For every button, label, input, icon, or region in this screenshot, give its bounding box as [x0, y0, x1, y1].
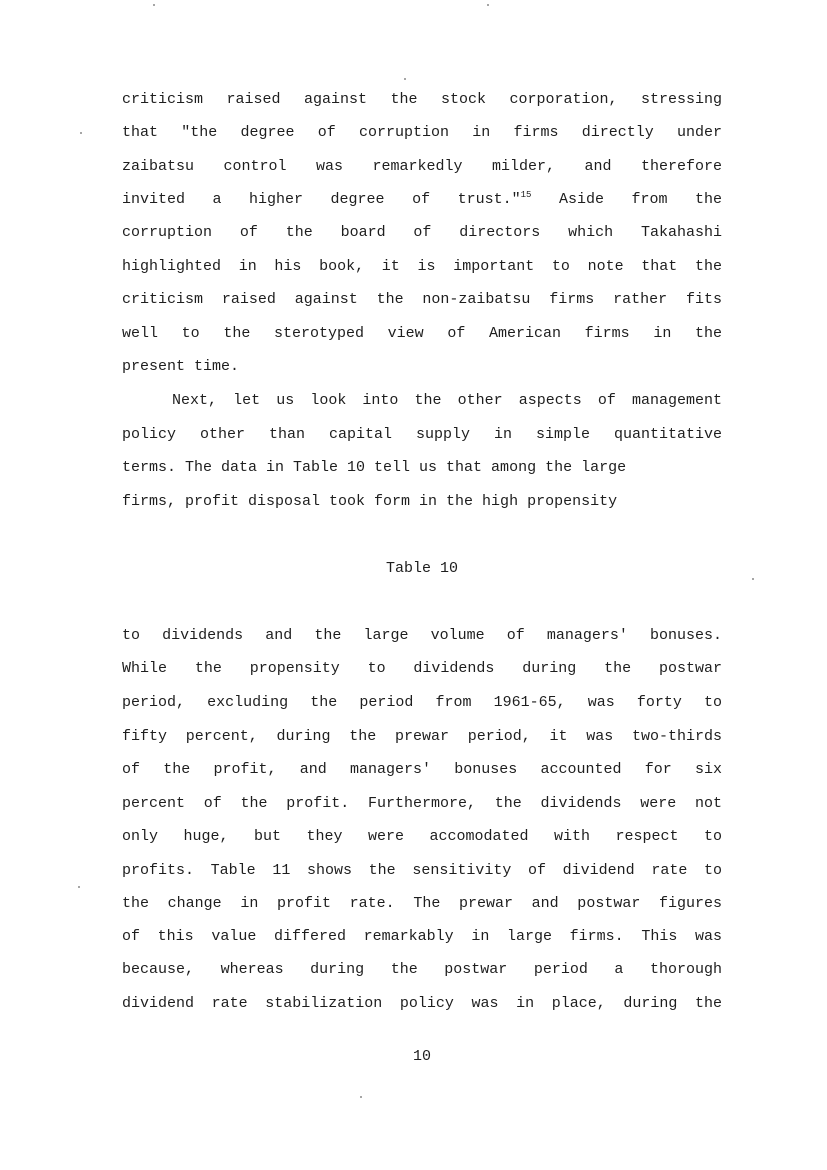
- scan-speck: [752, 578, 754, 580]
- text-line: firms, profit disposal took form in the high propensity: [122, 493, 618, 510]
- scan-speck: [153, 4, 155, 6]
- footnote-marker: 15: [520, 190, 532, 200]
- text-line: criticism raised against the stock corporation, stressing: [122, 91, 722, 108]
- text-line: profits. Table 11 shows the sensitivity of dividend rate to: [122, 862, 722, 879]
- text-line: terms. The data in Table 10 tell us that among the large: [122, 459, 627, 476]
- text-line: period, excluding the period from 1961-65, was forty to: [122, 694, 722, 711]
- scan-speck: [360, 1096, 362, 1098]
- text-line: that "the degree of corruption in firms directly under: [122, 124, 722, 141]
- text-line: highlighted in his book, it is important to note that the: [122, 258, 722, 275]
- text-line: present time.: [122, 358, 240, 375]
- text-line-with-footnote: invited a higher degree of trust."$^{15}$ Aside from the: [122, 190, 722, 208]
- page-number: 10: [412, 1048, 431, 1065]
- table-caption: Table 10: [385, 560, 458, 577]
- text-line: dividend rate stabilization policy was in place, during the: [122, 995, 722, 1012]
- text-line: percent of the profit. Furthermore, the dividends were not: [122, 795, 722, 812]
- text-line: Next, let us look into the other aspects of management: [172, 392, 722, 409]
- text-line: criticism raised against the non-zaibatsu firms rather fits: [122, 291, 722, 308]
- scan-speck: [487, 4, 489, 6]
- text-line: corruption of the board of directors which Takahashi: [122, 224, 722, 241]
- text-line: policy other than capital supply in simple quantitative: [122, 426, 722, 443]
- text-line: of this value differed remarkably in large firms. This was: [122, 928, 722, 945]
- scan-speck: [80, 132, 82, 134]
- text-line: only huge, but they were accomodated with respect to: [122, 828, 722, 845]
- scan-speck: [78, 886, 80, 888]
- scan-speck: [404, 78, 406, 80]
- text-line: well to the sterotyped view of American firms in the: [122, 325, 722, 342]
- text-line: because, whereas during the postwar period a thorough: [122, 961, 722, 978]
- text-line: fifty percent, during the prewar period, it was two-thirds: [122, 728, 722, 745]
- text-line: While the propensity to dividends during the postwar: [122, 660, 722, 677]
- text-line: of the profit, and managers' bonuses accounted for six: [122, 761, 722, 778]
- text-line: the change in profit rate. The prewar and postwar figures: [122, 895, 722, 912]
- text-line: zaibatsu control was remarkedly milder, and therefore: [122, 158, 722, 175]
- text-line: to dividends and the large volume of managers' bonuses.: [122, 627, 722, 644]
